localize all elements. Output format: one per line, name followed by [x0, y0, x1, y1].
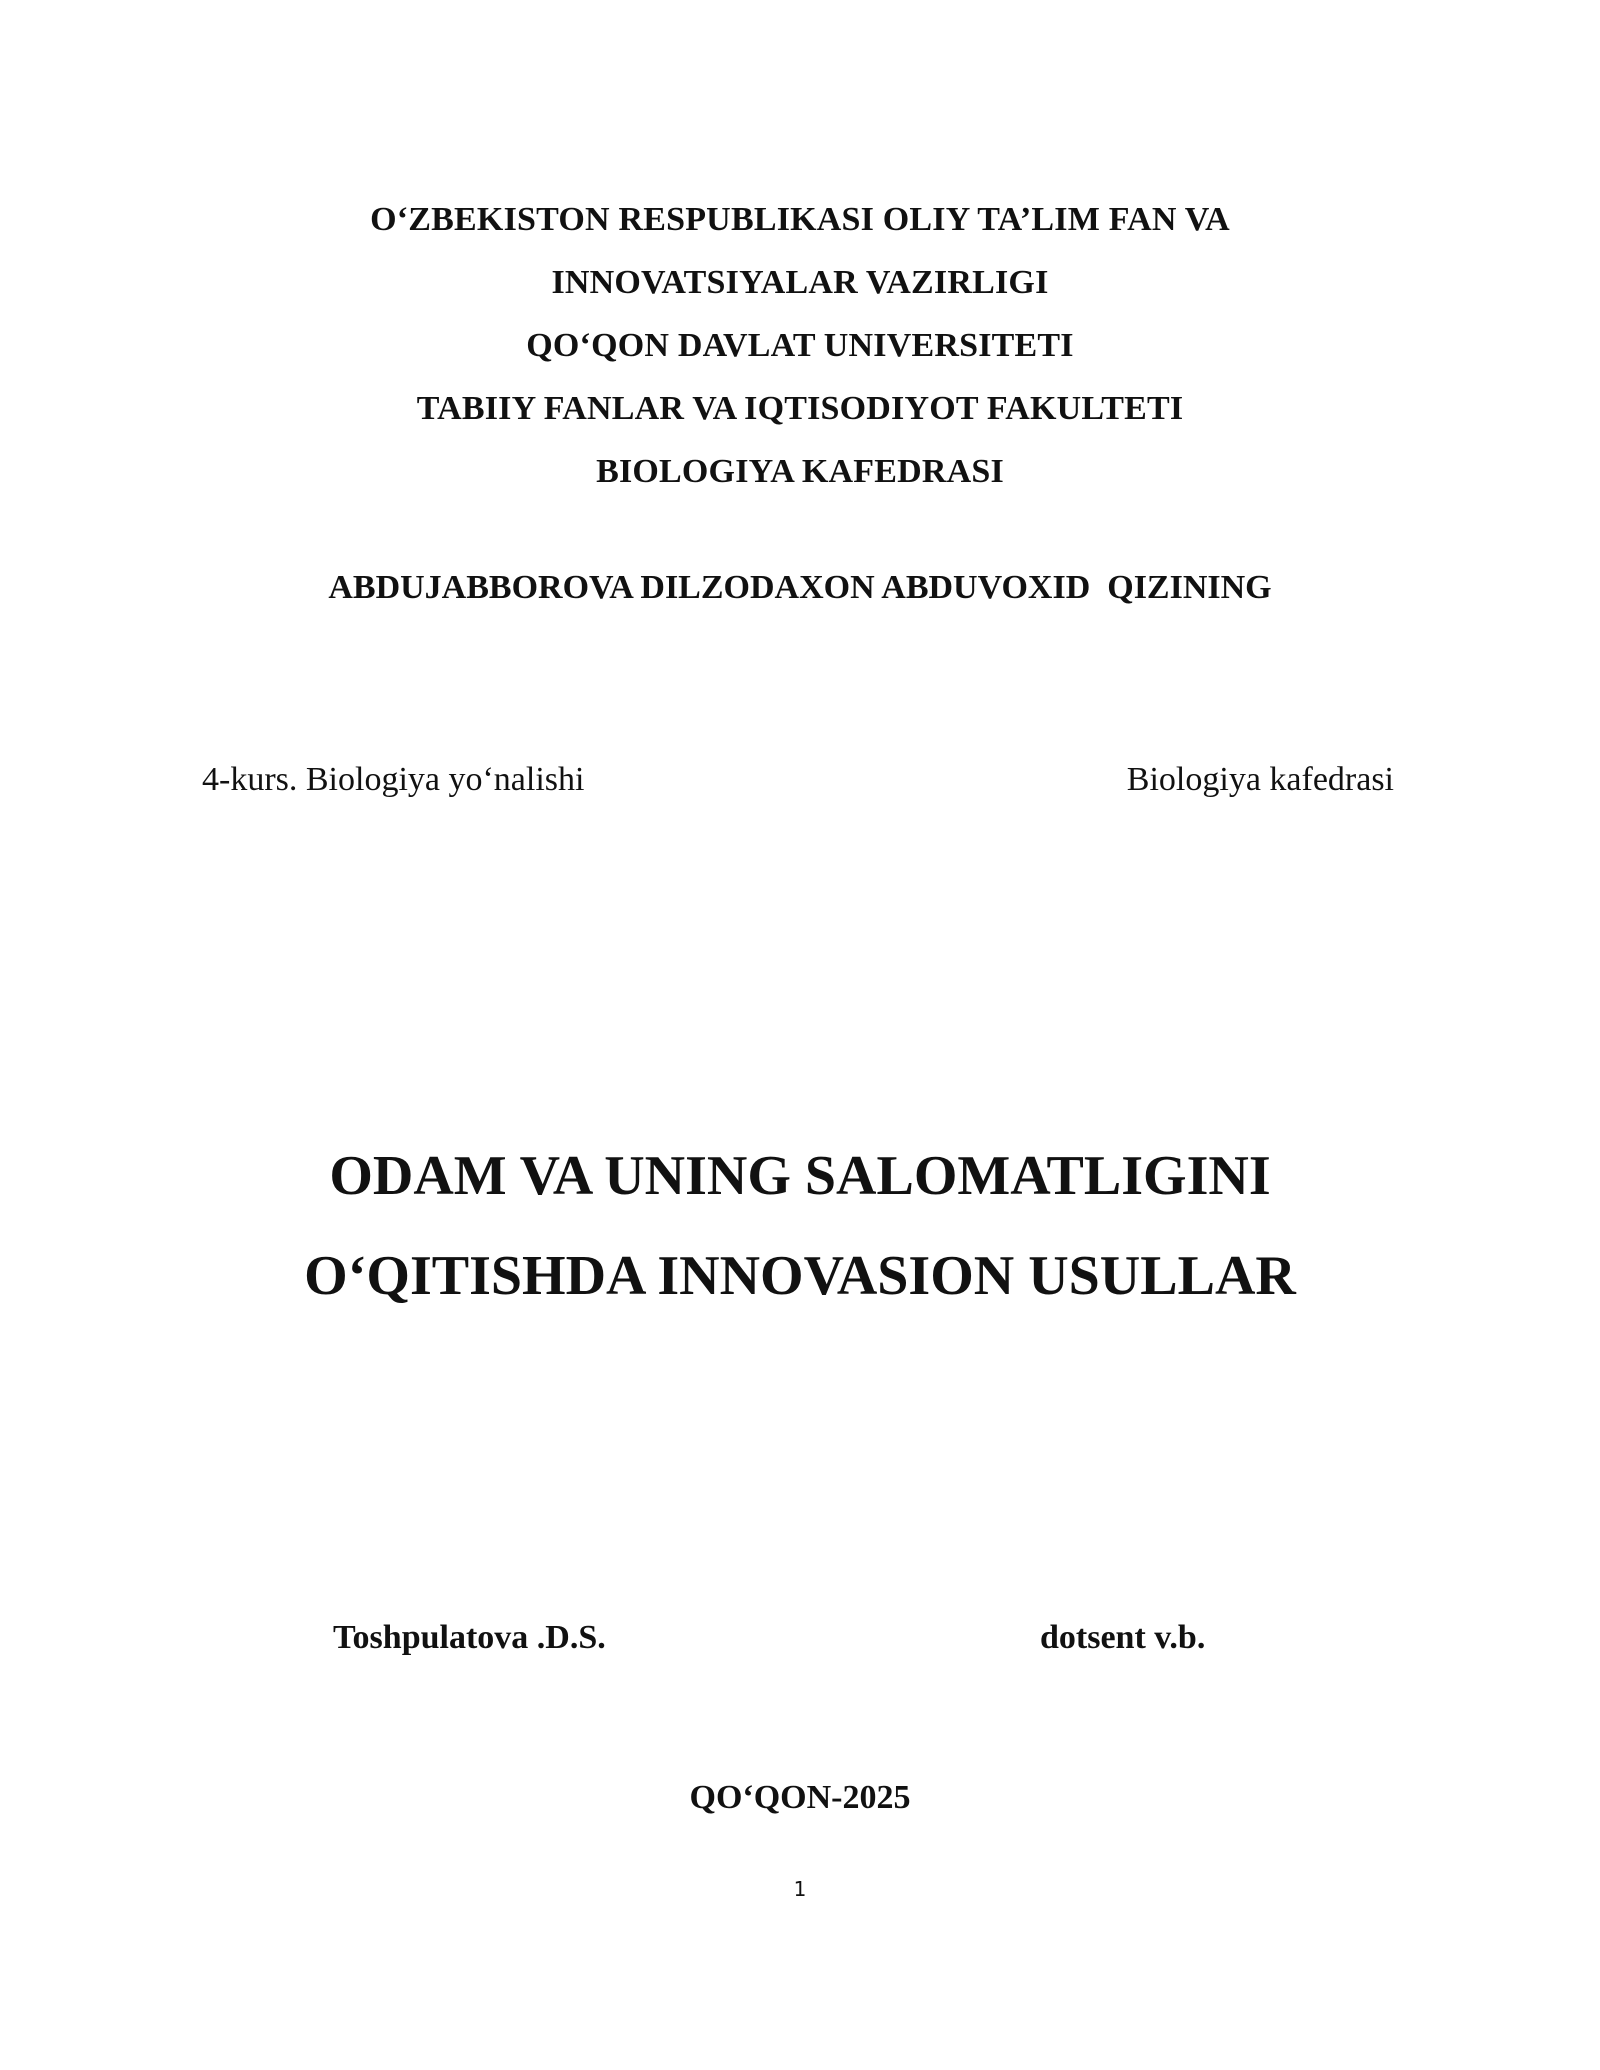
institution-header: [0, 188, 1600, 503]
ministry-line-1: O‘ZBEKISTON RESPUBLIKASI OLIY TA’LIM FAN VA: [370, 201, 1230, 238]
author-name: ABDUJABBOROVA DILZODAXON ABDUVOXID QIZINING: [328, 569, 1272, 606]
page-number: 1: [793, 1877, 807, 1901]
faculty-name: TABIIY FANLAR VA IQTISODIYOT FAKULTETI: [416, 390, 1184, 427]
supervisor-rank: dotsent v.b.: [1040, 1619, 1206, 1656]
course-info: 4-kurs. Biologiya yo‘nalishi: [202, 761, 585, 798]
thesis-title: [0, 1126, 1600, 1326]
ministry-line-2: INNOVATSIYALAR VAZIRLIGI: [551, 264, 1049, 301]
department-info: Biologiya kafedrasi: [1126, 761, 1394, 798]
supervisor-name: Toshpulatova .D.S.: [333, 1619, 606, 1656]
university-name: QO‘QON DAVLAT UNIVERSITETI: [526, 327, 1074, 364]
department-heading: BIOLOGIYA KAFEDRASI: [596, 453, 1004, 490]
city-year: QO‘QON-2025: [689, 1779, 911, 1816]
thesis-title-line-2: O‘QITISHDA INNOVASION USULLAR: [304, 1245, 1296, 1307]
thesis-title-line-1: ODAM VA UNING SALOMATLIGINI: [329, 1145, 1271, 1207]
